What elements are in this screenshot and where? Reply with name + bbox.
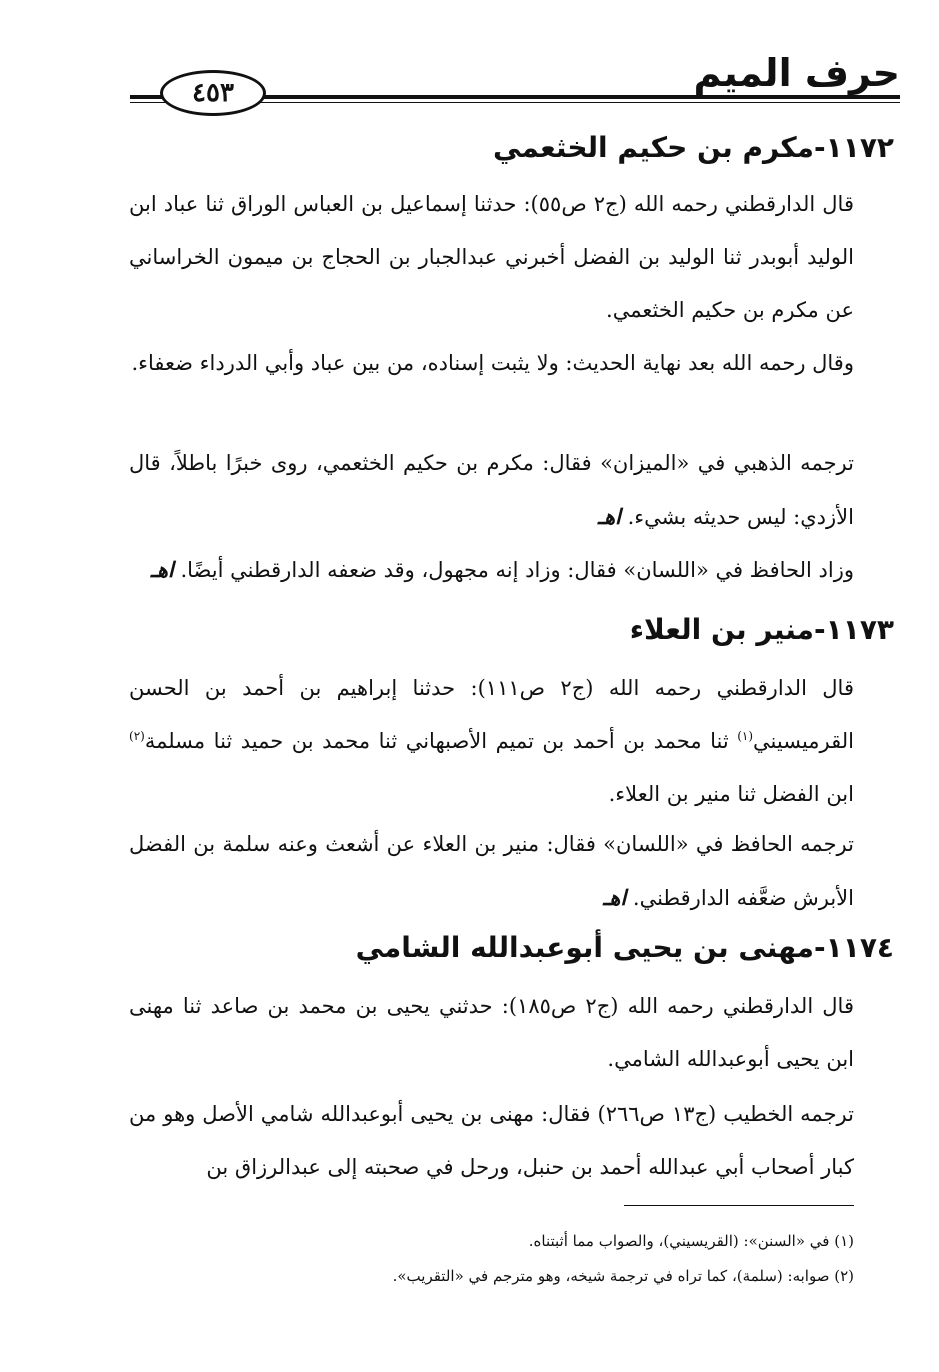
paragraph-text: ثنا محمد بن أحمد بن تميم الأصبهاني ثنا محمد بن حميد ثنا مسلمة (144, 729, 729, 753)
entry-paragraph: ترجمه الخطيب (ج١٣ ص٢٦٦) فقال: مهنى بن يحيى أبوعبدالله شامي الأصل وهو من كبار أصحاب أبي عبدالله أحمد بن حنبل، ورحل في صحبته إلى عبدالرزاق بن (129, 1102, 854, 1179)
entry-heading: ١١٧٣-منير بن العلاء (629, 613, 894, 646)
paragraph-text: قال الدارقطني رحمه الله (ج٢ ص١١١): حدثنا إبراهيم بن أحمد بن الحسن القرميسيني (129, 676, 854, 753)
paragraph-text: ابن الفضل ثنا منير بن العلاء. (608, 782, 854, 806)
ah-marker: اهـ (597, 504, 621, 529)
footnote-ref: (٢) (129, 729, 145, 743)
entry-paragraph (129, 437, 854, 544)
footnote-ref: (١) (737, 729, 754, 743)
entry-heading: ١١٧٤-مهنى بن يحيى أبوعبدالله الشامي (355, 931, 894, 964)
footnote: (٢) صوابه: (سلمة)، كما تراه في ترجمة شيخه، وهو مترجم في «التقريب». (392, 1267, 854, 1285)
paragraph-text: وزاد الحافظ في «اللسان» فقال: وزاد إنه مجهول، وقد ضعفه الدارقطني أيضًا. (180, 558, 854, 582)
page-number: ٤٥٣ (160, 70, 266, 116)
footnote-rule (624, 1205, 854, 1206)
chapter-title: حرف الميم (693, 51, 900, 95)
entry-paragraph (129, 337, 854, 390)
ah-marker: اهـ (603, 885, 627, 910)
entry-paragraph (129, 662, 854, 821)
paragraph-text: وقال رحمه الله بعد نهاية الحديث: ولا يثبت إسناده، من بين عباد وأبي الدرداء ضعفاء. (131, 351, 854, 375)
entry-paragraph: قال الدارقطني رحمه الله (ج٢ ص١٨٥): حدثني يحيى بن محمد بن صاعد ثنا مهنى ابن يحيى أبوعبدالله الشامي. (129, 994, 854, 1071)
running-header (120, 50, 900, 110)
paragraph-text: ترجمه الحافظ في «اللسان» فقال: منير بن العلاء عن أشعث وعنه سلمة بن الفضل الأبرش ضعَّفه الدارقطني. (129, 832, 854, 910)
entry-paragraph (129, 818, 854, 925)
entry-paragraph (129, 543, 854, 597)
paragraph-text: ترجمه الذهبي في «الميزان» فقال: مكرم بن حكيم الخثعمي، روى خبرًا باطلاً، قال الأزدي: ليس حديثه بشيء. (129, 451, 854, 529)
ah-marker: اهـ (150, 557, 174, 582)
entry-heading: ١١٧٢-مكرم بن حكيم الخثعمي (493, 131, 894, 164)
entry-paragraph: قال الدارقطني رحمه الله (ج٢ ص٥٥): حدثنا إسماعيل بن العباس الوراق ثنا عباد ابن الوليد أبوبدر ثنا الوليد بن الفضل أخبرني عبدالجبار بن الحجاج بن ميمون الخراساني عن مكرم بن حكيم الخثعمي. (129, 192, 854, 322)
footnote: (١) في «السنن»: (القريسيني)، والصواب مما أثبتناه. (528, 1232, 854, 1250)
